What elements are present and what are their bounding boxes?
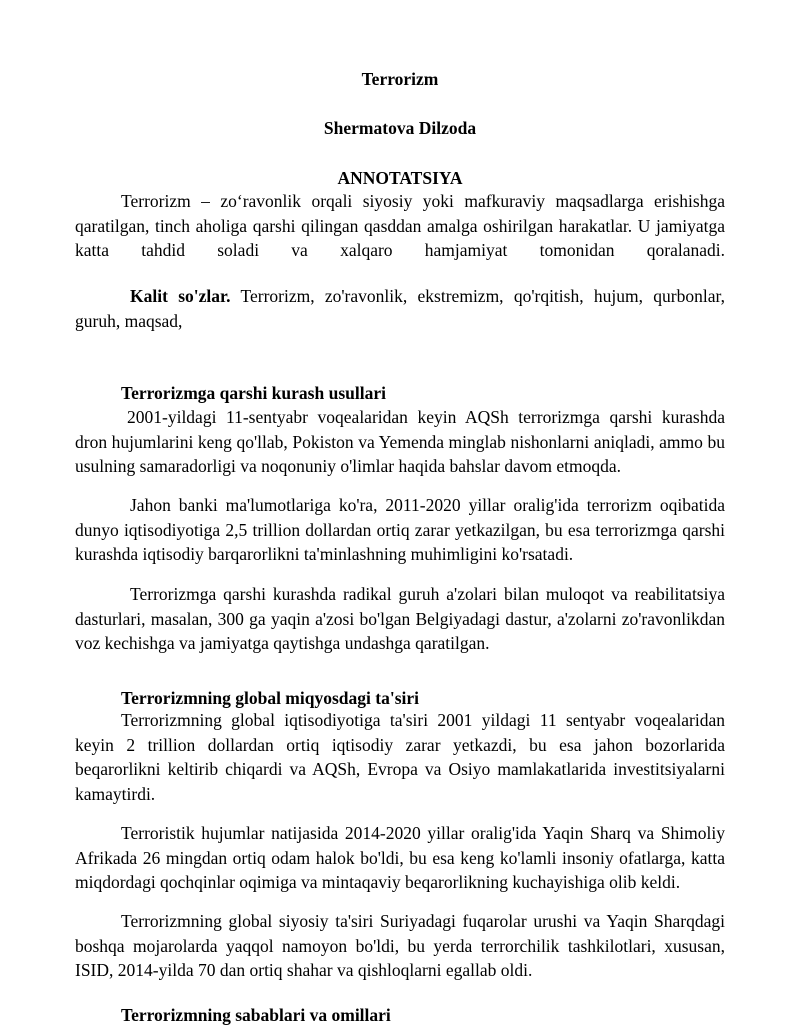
section-heading: Terrorizmning global miqyosdagi ta'siri xyxy=(121,688,420,708)
annotation-text: Terrorizm – zo‘ravonlik orqali siyosiy yoki mafkuraviy maqsadlarga erishishga qaratilgan, tinch aholiga qarshi qilingan qasddan amalga oshirilgan harakatlar. U jamiyatga katta tahdid soladi va xalqaro hamjamiyat tomonidan qoralanadi. xyxy=(75,191,725,260)
paragraph-text: Terrorizmga qarshi kurashda radikal guruh a'zolari bilan muloqot va reabilitatsiya dasturlari, masalan, 300 ga yaqin a'zosi bo'lgan Belgiyadagi dastur, a'zolarni zo'ravonlikdan voz kechishga va jamiyatga qaytishga undashga qaratilgan. xyxy=(75,584,725,653)
paragraph-text: Terroristik hujumlar natijasida 2014-2020 yillar oralig'ida Yaqin Sharq va Shimoliy Afrikada 26 mingdan ortiq odam halok bo'ldi, bu esa keng ko'lamli insoniy ofatlarga, katta miqdordagi qochqinlar oqimiga va mintaqaviy beqarorlikning kuchayishiga olib keldi. xyxy=(75,823,725,892)
section-heading: Terrorizmga qarshi kurash usullari xyxy=(121,383,386,403)
section-paragraph xyxy=(75,909,725,983)
annotation-paragraph xyxy=(75,189,725,263)
keywords-text: Terrorizm, zo'ravonlik, ekstremizm, qo'rqitish, hujum, qurbonlar, guruh, maqsad, xyxy=(75,286,725,331)
annotation-heading: ANNOTATSIYA xyxy=(337,168,463,188)
section-paragraph xyxy=(75,582,725,656)
section-paragraph xyxy=(75,708,725,806)
paragraph-text: 2001-yildagi 11-sentyabr voqealaridan keyin AQSh terrorizmga qarshi kurashda dron hujumlarini keng qo'llab, Pokiston va Yemenda minglab nishonlarni aniqladi, ammo bu usulning samaradorligi va noqonuniy o'limlar haqida bahslar davom etmoqda. xyxy=(75,407,725,476)
keywords-paragraph xyxy=(75,284,725,333)
keywords-label: Kalit so'zlar. xyxy=(130,286,231,306)
paragraph-text: Terrorizmning global iqtisodiyotiga ta'siri 2001 yildagi 11 sentyabr voqealaridan keyin 2 trillion dollardan ortiq iqtisodiy zarar yetkazdi, bu esa jahon bozorlarida beqarorlikni keltirib chiqardi va AQSh, Evropa va Osiyo mamlakatlarida investitsiyalarni kamaytirdi. xyxy=(75,710,725,804)
section-heading: Terrorizmning sabablari va omillari xyxy=(121,1005,391,1025)
section-paragraph xyxy=(75,405,725,479)
paragraph-text: Jahon banki ma'lumotlariga ko'ra, 2011-2020 yillar oralig'ida terrorizm oqibatida dunyo iqtisodiyotiga 2,5 trillion dollardan ortiq zarar yetkazilgan, bu esa terrorizmga qarshi kurashda iqtisodiy barqarorlikni ta'minlashning muhimligini ko'rsatadi. xyxy=(75,495,725,564)
section-paragraph xyxy=(75,821,725,895)
document-author: Shermatova Dilzoda xyxy=(323,118,477,138)
section-paragraph xyxy=(75,493,725,567)
document-title: Terrorizm xyxy=(361,69,439,89)
paragraph-text: Terrorizmning global siyosiy ta'siri Suriyadagi fuqarolar urushi va Yaqin Sharqdagi boshqa mojarolarda yaqqol namoyon bo'ldi, bu yerda terrorchilik tashkilotlari, xususan, ISID, 2014-yilda 70 dan ortiq shahar va qishloqlarni egallab oldi. xyxy=(75,911,725,980)
